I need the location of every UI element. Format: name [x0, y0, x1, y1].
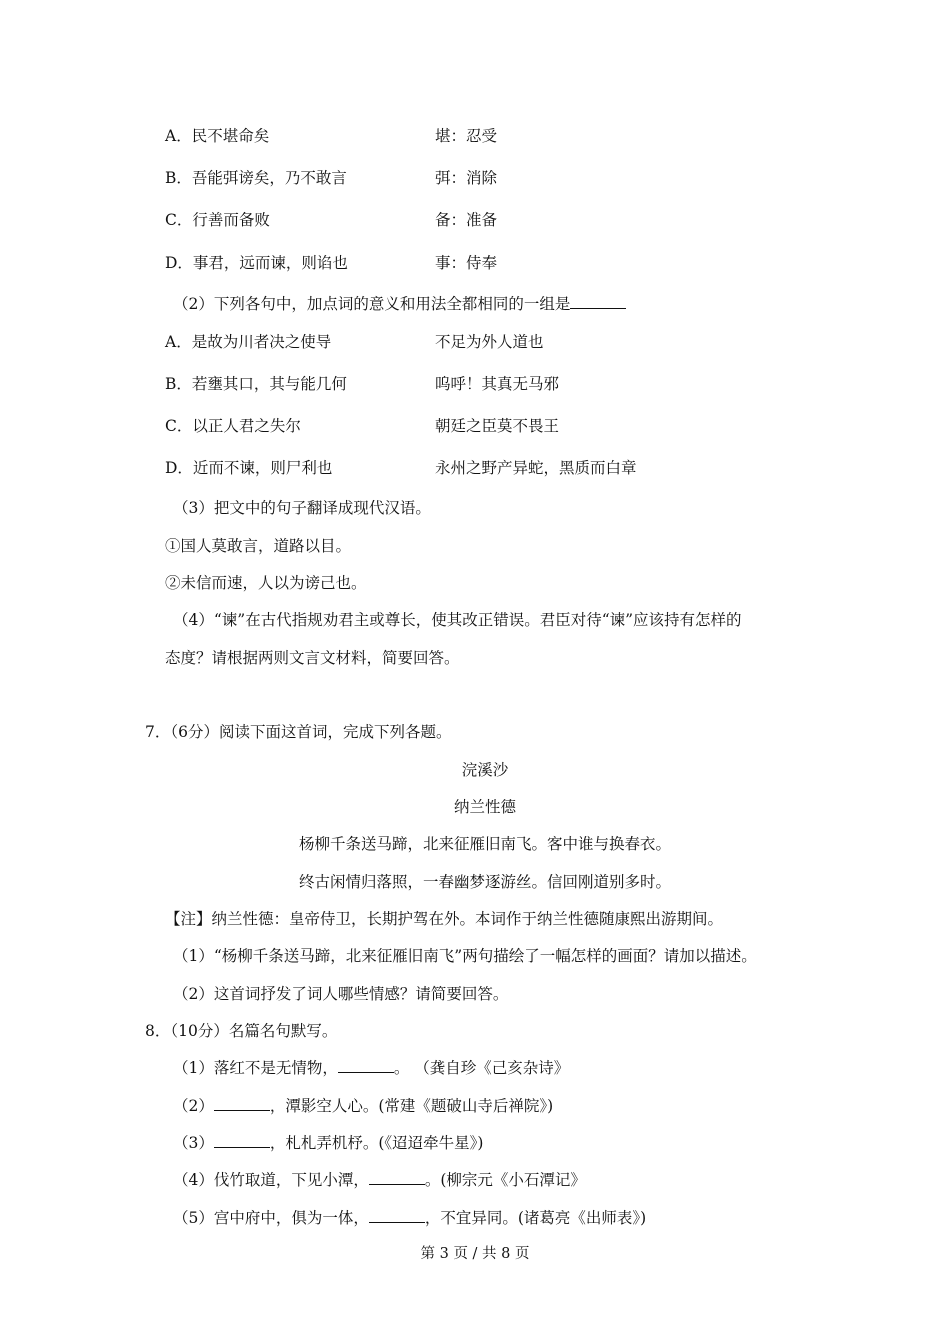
answer-blank[interactable]	[338, 1058, 394, 1073]
q8-item-1: （1）落红不是无情物， 。 （龚自珍《己亥杂诗》	[173, 1059, 570, 1077]
answer-blank[interactable]	[369, 1208, 425, 1223]
q6-option-c-gloss: 备：准备	[435, 211, 498, 229]
page-footer: 第 3 页 / 共 8 页	[420, 1246, 530, 1262]
q7-header: 7．（6分）阅读下面这首词，完成下列各题。	[145, 723, 452, 741]
q6-part2-option-c: C．以正人君之失尔	[165, 417, 301, 435]
q8-item-4: （4）伐竹取道，下见小潭， 。(柳宗元《小石潭记》	[173, 1171, 586, 1189]
q6-part2-option-a-right: 不足为外人道也	[435, 333, 544, 351]
q8-item-5: （5）宫中府中，俱为一体， ，不宜异同。(诸葛亮《出师表》)	[173, 1209, 647, 1227]
poem-author: 纳兰性德	[453, 798, 516, 816]
q6-option-d-gloss: 事：侍奉	[435, 254, 498, 272]
q6-part2-prompt: （2）下列各句中，加点词的意义和用法全都相同的一组是	[173, 293, 626, 315]
q7-part2: （2）这首词抒发了词人哪些情感？请简要回答。	[173, 985, 509, 1003]
q6-option-c: C．行善而备败	[165, 211, 270, 229]
q6-part4-line-2: 态度？请根据两则文言文材料，简要回答。	[165, 649, 460, 667]
q6-part2-option-d-right: 永州之野产异蛇，黑质而白章	[435, 459, 637, 477]
poem-note: 【注】纳兰性德：皇帝侍卫，长期护驾在外。本词作于纳兰性德随康熙出游期间。	[165, 910, 724, 928]
q6-part3-prompt: （3）把文中的句子翻译成现代汉语。	[173, 499, 431, 517]
poem-line-2: 终古闲情归落照，一春幽梦逐游丝。信回刚道别多时。	[298, 873, 671, 891]
q7-part1: （1）“杨柳千条送马蹄，北来征雁旧南飞”两句描绘了一幅怎样的画面？请加以描述。	[173, 947, 757, 965]
q8-header: 8．（10分）名篇名句默写。	[145, 1022, 338, 1040]
answer-blank[interactable]	[214, 1096, 270, 1111]
q6-part2-option-b-right: 呜呼！其真无马邪	[435, 375, 560, 393]
q6-part3-item-1: ①国人莫敢言，道路以目。	[165, 537, 352, 555]
answer-blank[interactable]	[570, 294, 626, 309]
q6-option-a: A．民不堪命矣	[165, 127, 270, 145]
q6-option-b-gloss: 弭：消除	[435, 169, 498, 187]
q6-part2-option-b: B．若壅其口，其与能几何	[165, 375, 347, 393]
q6-part2-option-a: A．是故为川者决之使导	[165, 333, 332, 351]
q6-part2-option-d: D．近而不谏，则尸利也	[165, 459, 333, 477]
poem-title: 浣溪沙	[461, 761, 509, 779]
q6-part2-option-c-right: 朝廷之臣莫不畏王	[435, 417, 560, 435]
q6-part3-item-2: ②未信而速，人以为谤己也。	[165, 574, 367, 592]
q6-option-d: D．事君，远而谏，则谄也	[165, 254, 348, 272]
q6-part4-line-1: （4）“谏”在古代指规劝君主或尊长，使其改正错误。君臣对待“谏”应该持有怎样的	[173, 611, 742, 629]
answer-blank[interactable]	[369, 1170, 425, 1185]
q8-item-3: （3） ，札札弄机杼。(《迢迢牵牛星》)	[173, 1134, 484, 1152]
q6-option-b: B．吾能弭谤矣，乃不敢言	[165, 169, 347, 187]
poem-line-1: 杨柳千条送马蹄，北来征雁旧南飞。客中谁与换春衣。	[298, 835, 671, 853]
q8-item-2: （2） ，潭影空人心。(常建《题破山寺后禅院》)	[173, 1097, 554, 1115]
answer-blank[interactable]	[214, 1133, 270, 1148]
q6-option-a-gloss: 堪：忍受	[435, 127, 498, 145]
